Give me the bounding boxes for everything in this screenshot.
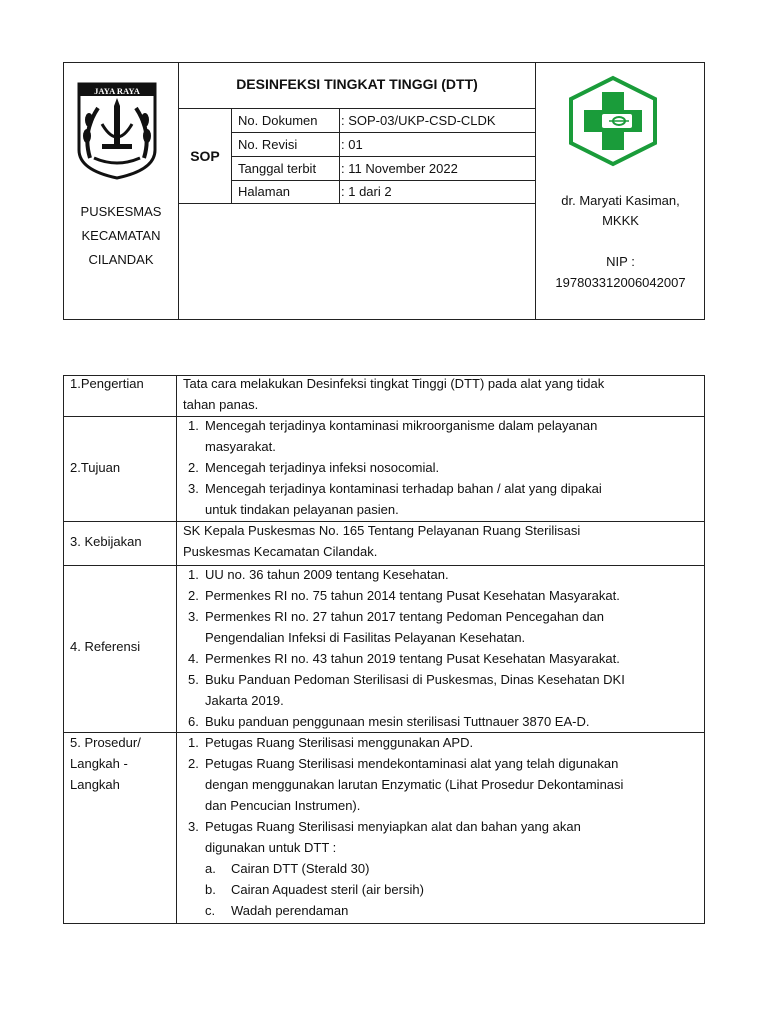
tujuan-label: 2.Tujuan (70, 460, 121, 475)
page-value: : 1 dari 2 (341, 184, 392, 199)
prosedur-3-line-2: digunakan untuk DTT : (205, 840, 337, 855)
referensi-1-line-1: UU no. 36 tahun 2009 tentang Kesehatan. (205, 567, 449, 582)
pengertian-label: 1.Pengertian (70, 376, 144, 391)
sop-label: SOP (190, 148, 220, 164)
prosedur-sub-c-letter: c. (205, 903, 216, 918)
doc-number-label: No. Dokumen (238, 113, 318, 128)
prosedur-label-line-2: Langkah - (70, 756, 128, 771)
tujuan-2-num: 2. (188, 460, 199, 475)
jaya-raya-logo (76, 80, 158, 180)
referensi-6-line-1: Buku panduan penggunaan mesin sterilisasi Tuttnauer 3870 EA-D. (205, 714, 590, 729)
prosedur-label-line-1: 5. Prosedur/ (70, 735, 141, 750)
tujuan-1-line-2: masyarakat. (205, 439, 276, 454)
signatory-title: MKKK (602, 213, 639, 228)
referensi-label: 4. Referensi (70, 639, 141, 654)
prosedur-3-line-1: Petugas Ruang Sterilisasi menyiapkan alat dan bahan yang akan (205, 819, 581, 834)
pengertian-text-line-2: tahan panas. (183, 397, 259, 412)
prosedur-sub-a-letter: a. (205, 861, 216, 876)
referensi-3-num: 3. (188, 609, 199, 624)
tujuan-2-line-1: Mencegah terjadinya infeksi nosocomial. (205, 460, 440, 475)
prosedur-3-num: 3. (188, 819, 199, 834)
referensi-4-line-1: Permenkes RI no. 43 tahun 2019 tentang Pusat Kesehatan Masyarakat. (205, 651, 620, 666)
prosedur-sub-a-text: Cairan DTT (Sterald 30) (231, 861, 370, 876)
prosedur-1-num: 1. (188, 735, 199, 750)
nip-number: 197803312006042007 (555, 275, 686, 290)
signatory-name: dr. Maryati Kasiman, (561, 193, 680, 208)
pengertian-text-line-1: Tata cara melakukan Desinfeksi tingkat Tinggi (DTT) pada alat yang tidak (183, 376, 605, 391)
issue-date-label: Tanggal terbit (238, 161, 317, 176)
health-cross-logo (565, 74, 661, 168)
prosedur-sub-b-letter: b. (205, 882, 216, 897)
referensi-2-line-1: Permenkes RI no. 75 tahun 2014 tentang Pusat Kesehatan Masyarakat. (205, 588, 620, 603)
tujuan-1-line-1: Mencegah terjadinya kontaminasi mikroorganisme dalam pelayanan (205, 418, 598, 433)
referensi-3-line-1: Permenkes RI no. 27 tahun 2017 tentang Pedoman Pencegahan dan (205, 609, 604, 624)
prosedur-1-line-1: Petugas Ruang Sterilisasi menggunakan APD. (205, 735, 474, 750)
tujuan-3-line-1: Mencegah terjadinya kontaminasi terhadap bahan / alat yang dipakai (205, 481, 602, 496)
revision-label: No. Revisi (238, 137, 298, 152)
kebijakan-label: 3. Kebijakan (70, 534, 142, 549)
institution-line-1: PUSKESMAS (80, 204, 162, 219)
prosedur-2-line-1: Petugas Ruang Sterilisasi mendekontaminasi alat yang telah digunakan (205, 756, 619, 771)
kebijakan-line-2: Puskesmas Kecamatan Cilandak. (183, 544, 378, 559)
svg-text:JAYA RAYA: JAYA RAYA (94, 86, 140, 96)
page-label: Halaman (238, 184, 291, 199)
issue-date-value: : 11 November 2022 (341, 161, 458, 176)
prosedur-2-line-2: dengan menggunakan larutan Enzymatic (Lihat Prosedur Dekontaminasi (205, 777, 624, 792)
referensi-5-line-1: Buku Panduan Pedoman Sterilisasi di Puskesmas, Dinas Kesehatan DKI (205, 672, 625, 687)
tujuan-1-num: 1. (188, 418, 199, 433)
referensi-3-line-2: Pengendalian Infeksi di Fasilitas Pelayanan Kesehatan. (205, 630, 526, 645)
nip-label: NIP : (606, 254, 635, 269)
tujuan-3-num: 3. (188, 481, 199, 496)
referensi-4-num: 4. (188, 651, 199, 666)
referensi-6-num: 6. (188, 714, 199, 729)
prosedur-label-line-3: Langkah (70, 777, 120, 792)
kebijakan-line-1: SK Kepala Puskesmas No. 165 Tentang Pelayanan Ruang Sterilisasi (183, 523, 581, 538)
institution-line-2: KECAMATAN (81, 228, 161, 243)
document-title: DESINFEKSI TINGKAT TINGGI (DTT) (236, 76, 478, 92)
prosedur-2-num: 2. (188, 756, 199, 771)
tujuan-3-line-2: untuk tindakan pelayanan pasien. (205, 502, 399, 517)
referensi-5-num: 5. (188, 672, 199, 687)
referensi-2-num: 2. (188, 588, 199, 603)
prosedur-2-line-3: dan Pencucian Instrumen). (205, 798, 361, 813)
institution-line-3: CILANDAK (88, 252, 154, 267)
referensi-1-num: 1. (188, 567, 199, 582)
doc-number-value: : SOP-03/UKP-CSD-CLDK (341, 113, 496, 128)
prosedur-sub-c-text: Wadah perendaman (231, 903, 349, 918)
referensi-5-line-2: Jakarta 2019. (205, 693, 284, 708)
prosedur-sub-b-text: Cairan Aquadest steril (air bersih) (231, 882, 424, 897)
revision-value: : 01 (341, 137, 363, 152)
